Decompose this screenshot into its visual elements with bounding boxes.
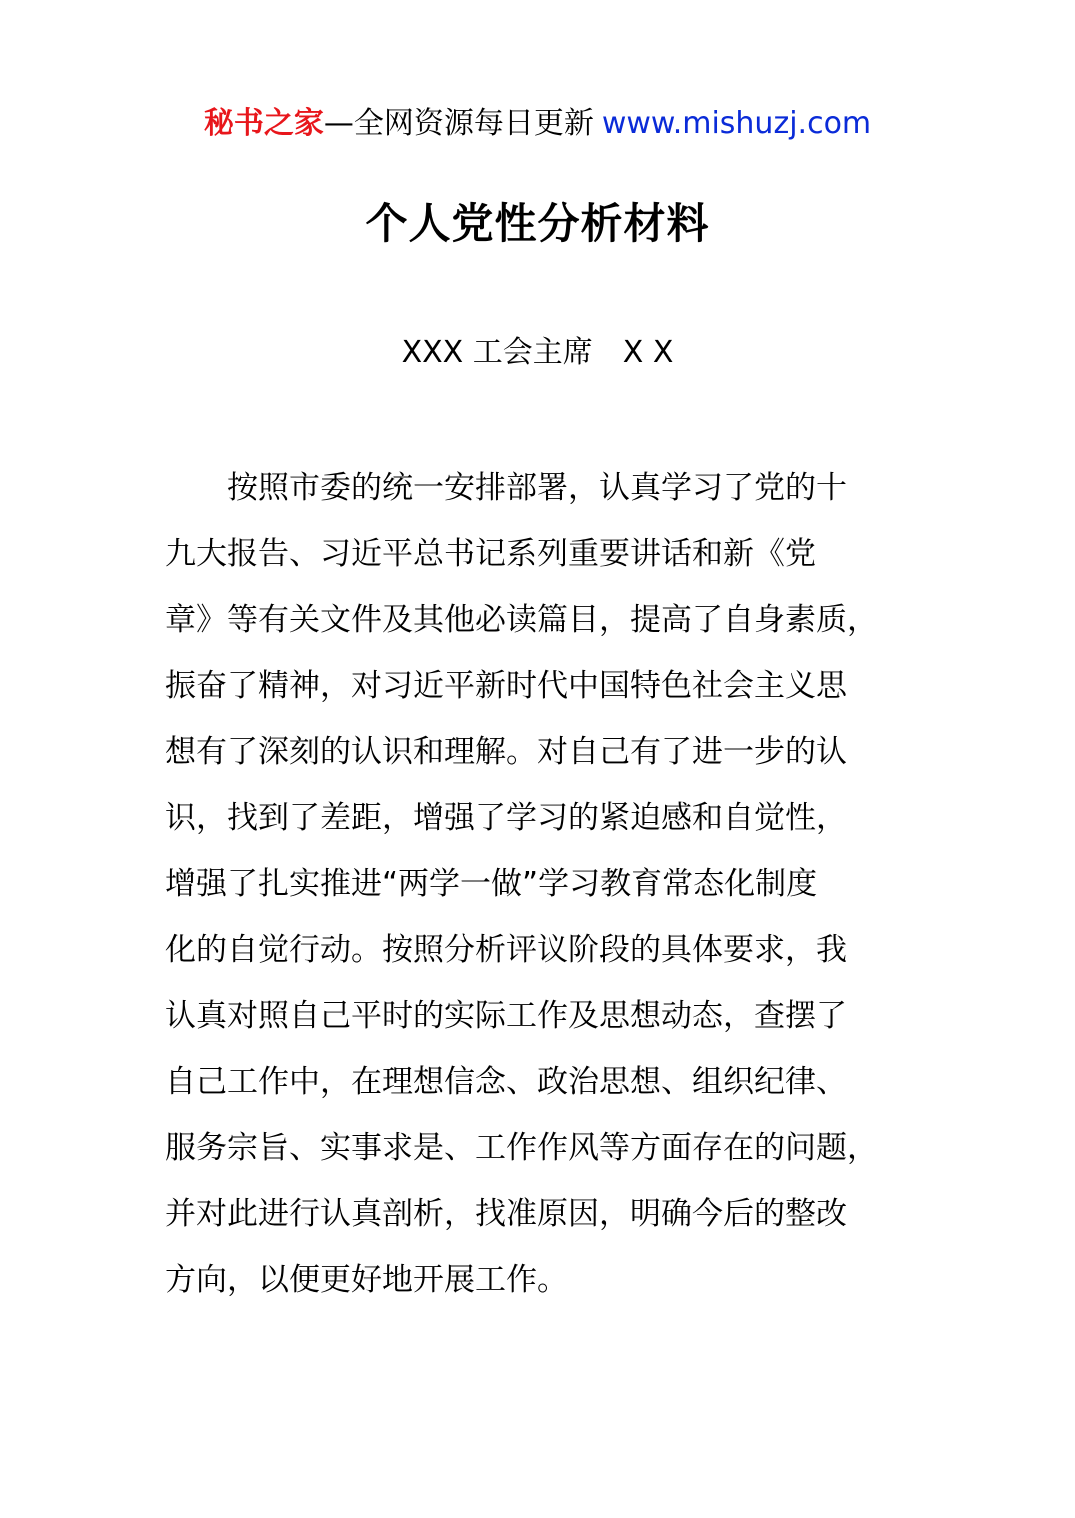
body-line: 九大报告、习近平总书记系列重要讲话和新《党 bbox=[165, 536, 816, 572]
body-line: 识，找到了差距，增强了学习的紧迫感和自觉性， bbox=[165, 800, 847, 836]
body-line: 按照市委的统一安排部署，认真学习了党的十 bbox=[165, 470, 847, 506]
body-line: 章》等有关文件及其他必读篇目，提高了自身素质， bbox=[165, 602, 878, 638]
body-paragraph bbox=[165, 455, 910, 1313]
body-line: 服务宗旨、实事求是、工作作风等方面存在的问题， bbox=[165, 1130, 878, 1166]
body-line: 化的自觉行动。按照分析评议阶段的具体要求，我 bbox=[165, 932, 847, 968]
site-brand: 秘书之家 bbox=[203, 106, 324, 141]
site-url: www.mishuzj.com bbox=[601, 106, 872, 141]
body-line: 并对此进行认真剖析，找准原因，明确今后的整改 bbox=[165, 1196, 847, 1232]
body-line: 振奋了精神，对习近平新时代中国特色社会主义思 bbox=[165, 668, 847, 704]
document-title: 个人党性分析材料 bbox=[365, 199, 710, 248]
body-line: 增强了扎实推进“两学一做”学习教育常态化制度 bbox=[165, 866, 818, 902]
author-line: XXX 工会主席 X X bbox=[401, 335, 674, 370]
body-line: 自己工作中，在理想信念、政治思想、组织纪律、 bbox=[165, 1064, 847, 1100]
site-tagline: —全网资源每日更新 bbox=[323, 106, 594, 141]
body-line: 认真对照自己平时的实际工作及思想动态，查摆了 bbox=[165, 998, 847, 1034]
site-header bbox=[0, 100, 1075, 148]
body-line: 方向，以便更好地开展工作。 bbox=[165, 1262, 568, 1298]
body-line: 想有了深刻的认识和理解。对自己有了进一步的认 bbox=[165, 734, 847, 770]
